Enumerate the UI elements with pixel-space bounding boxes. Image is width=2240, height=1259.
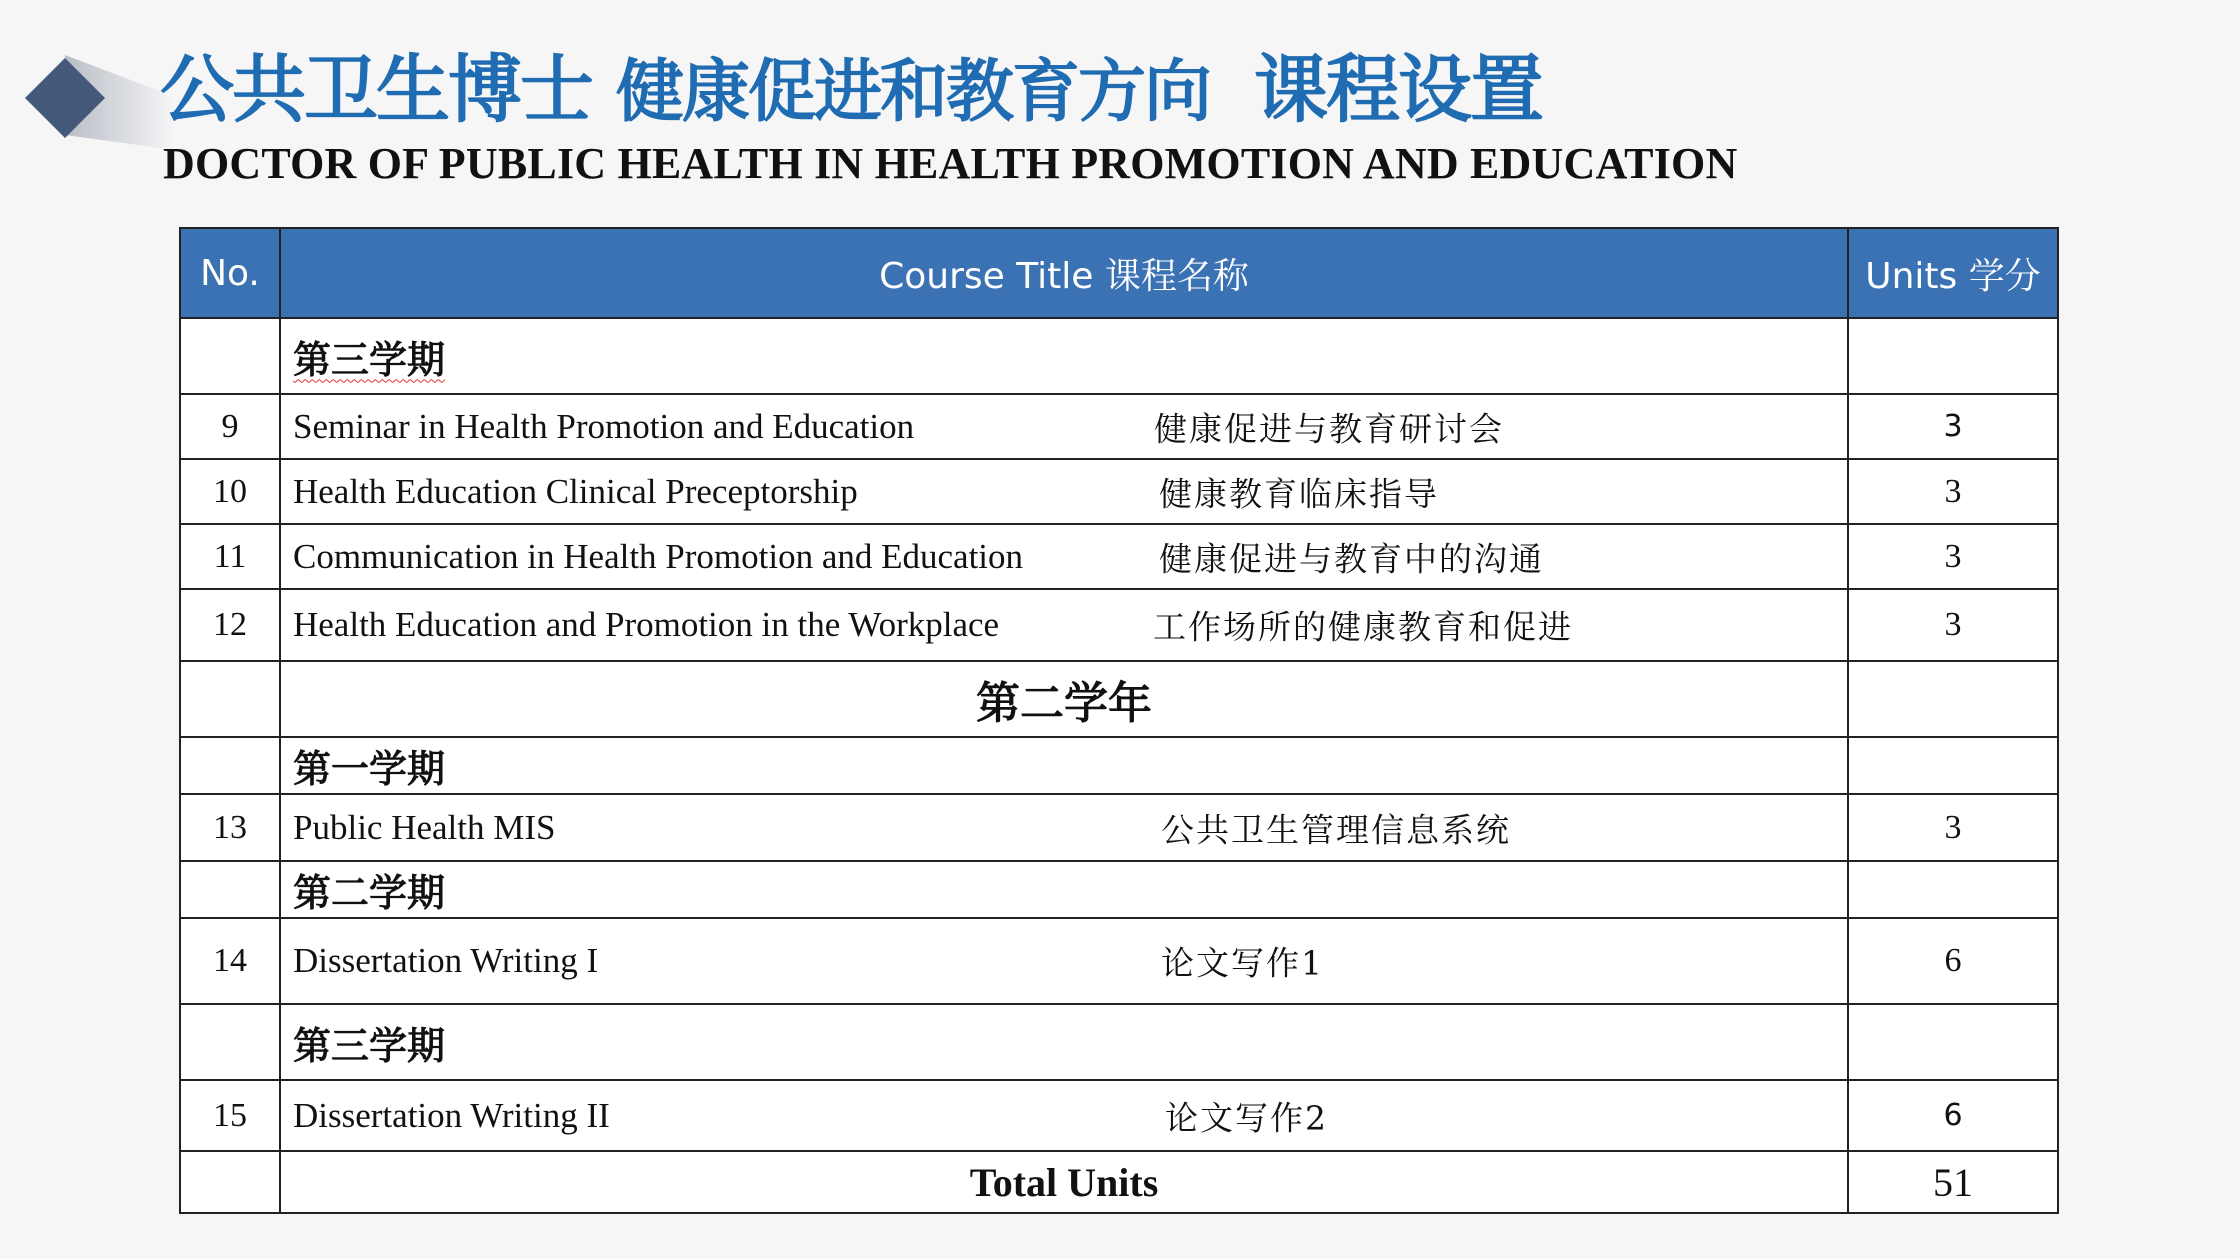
empty-cell xyxy=(1848,737,2058,794)
header-no: No. xyxy=(180,228,280,318)
section-term-1: 第一学期 xyxy=(280,737,1848,794)
table-row xyxy=(180,1080,2058,1151)
section-row xyxy=(180,1004,2058,1080)
section-term-3b: 第三学期 xyxy=(280,1004,1848,1080)
section-term-3-label: 第三学期 xyxy=(293,337,446,382)
empty-cell xyxy=(180,318,280,394)
table-row xyxy=(180,459,2058,524)
row-title xyxy=(280,524,1848,589)
empty-cell xyxy=(1848,861,2058,918)
header-units: Units 学分 xyxy=(1848,228,2058,318)
row-title-cn: 工作场所的健康教育和促进 xyxy=(1153,607,1573,647)
row-title-en: Health Education and Promotion in the Workplace xyxy=(293,605,1000,644)
row-title-cn: 健康促进与教育中的沟通 xyxy=(1159,539,1544,578)
page-title-cn xyxy=(160,40,1566,143)
table-row xyxy=(180,394,2058,459)
row-title-cn: 健康教育临床指导 xyxy=(1159,474,1439,513)
row-no: 9 xyxy=(180,394,280,459)
section-row xyxy=(180,661,2058,737)
row-title-cn: 论文写作2 xyxy=(1165,1098,1328,1137)
empty-cell xyxy=(1848,318,2058,394)
section-row xyxy=(180,737,2058,794)
row-title xyxy=(280,918,1848,1004)
empty-cell xyxy=(180,737,280,794)
empty-cell xyxy=(1848,661,2058,737)
row-title-cn: 公共卫生管理信息系统 xyxy=(1161,810,1511,849)
row-no: 15 xyxy=(180,1080,280,1151)
row-title xyxy=(280,459,1848,524)
row-no: 14 xyxy=(180,918,280,1004)
page-title-en: DOCTOR OF PUBLIC HEALTH IN HEALTH PROMOTION AND EDUCATION xyxy=(163,139,1738,188)
empty-cell xyxy=(180,1151,280,1213)
table-row xyxy=(180,589,2058,661)
table-row xyxy=(180,918,2058,1004)
section-year-2: 第二学年 xyxy=(280,661,1848,737)
row-title-cn: 健康促进与教育研讨会 xyxy=(1154,409,1504,448)
course-table xyxy=(179,227,2059,1214)
diamond-logo-icon xyxy=(25,55,175,150)
row-no: 11 xyxy=(180,524,280,589)
total-row xyxy=(180,1151,2058,1213)
row-title-en: Communication in Health Promotion and Education xyxy=(293,536,1024,576)
title-cn-part-1: 公共卫生博士 xyxy=(160,47,592,133)
row-title-en: Public Health MIS xyxy=(293,807,556,847)
table-header-row xyxy=(180,228,2058,318)
row-no: 12 xyxy=(180,589,280,661)
row-title xyxy=(280,1080,1848,1151)
row-units: 3 xyxy=(1848,589,2058,661)
row-title-en: Seminar in Health Promotion and Education xyxy=(293,406,915,446)
header-course-title: Course Title 课程名称 xyxy=(280,228,1848,318)
row-units: 6 xyxy=(1848,918,2058,1004)
row-title xyxy=(280,589,1848,661)
row-units: 3 xyxy=(1848,459,2058,524)
row-units: 3 xyxy=(1848,794,2058,861)
row-title-en: Health Education Clinical Preceptorship xyxy=(293,471,858,511)
section-row xyxy=(180,861,2058,918)
empty-cell xyxy=(180,861,280,918)
row-title-cn: 论文写作1 xyxy=(1161,943,1324,983)
row-units: 3 xyxy=(1848,394,2058,459)
row-title-en: Dissertation Writing I xyxy=(293,941,599,980)
empty-cell xyxy=(180,1004,280,1080)
title-cn-part-3: 课程设置 xyxy=(1254,47,1543,133)
empty-cell xyxy=(1848,1004,2058,1080)
section-term-3 xyxy=(280,318,1848,394)
title-cn-part-2: 健康促进和教育方向 xyxy=(616,53,1211,132)
row-no: 13 xyxy=(180,794,280,861)
row-title xyxy=(280,394,1848,459)
table-row xyxy=(180,794,2058,861)
empty-cell xyxy=(180,661,280,737)
section-term-2: 第二学期 xyxy=(280,861,1848,918)
row-units: 6 xyxy=(1848,1080,2058,1151)
section-row xyxy=(180,318,2058,394)
table-row xyxy=(180,524,2058,589)
total-units-label: Total Units xyxy=(280,1151,1848,1213)
row-title xyxy=(280,794,1848,861)
row-no: 10 xyxy=(180,459,280,524)
total-units-value: 51 xyxy=(1848,1151,2058,1213)
row-title-en: Dissertation Writing II xyxy=(293,1095,610,1135)
row-units: 3 xyxy=(1848,524,2058,589)
